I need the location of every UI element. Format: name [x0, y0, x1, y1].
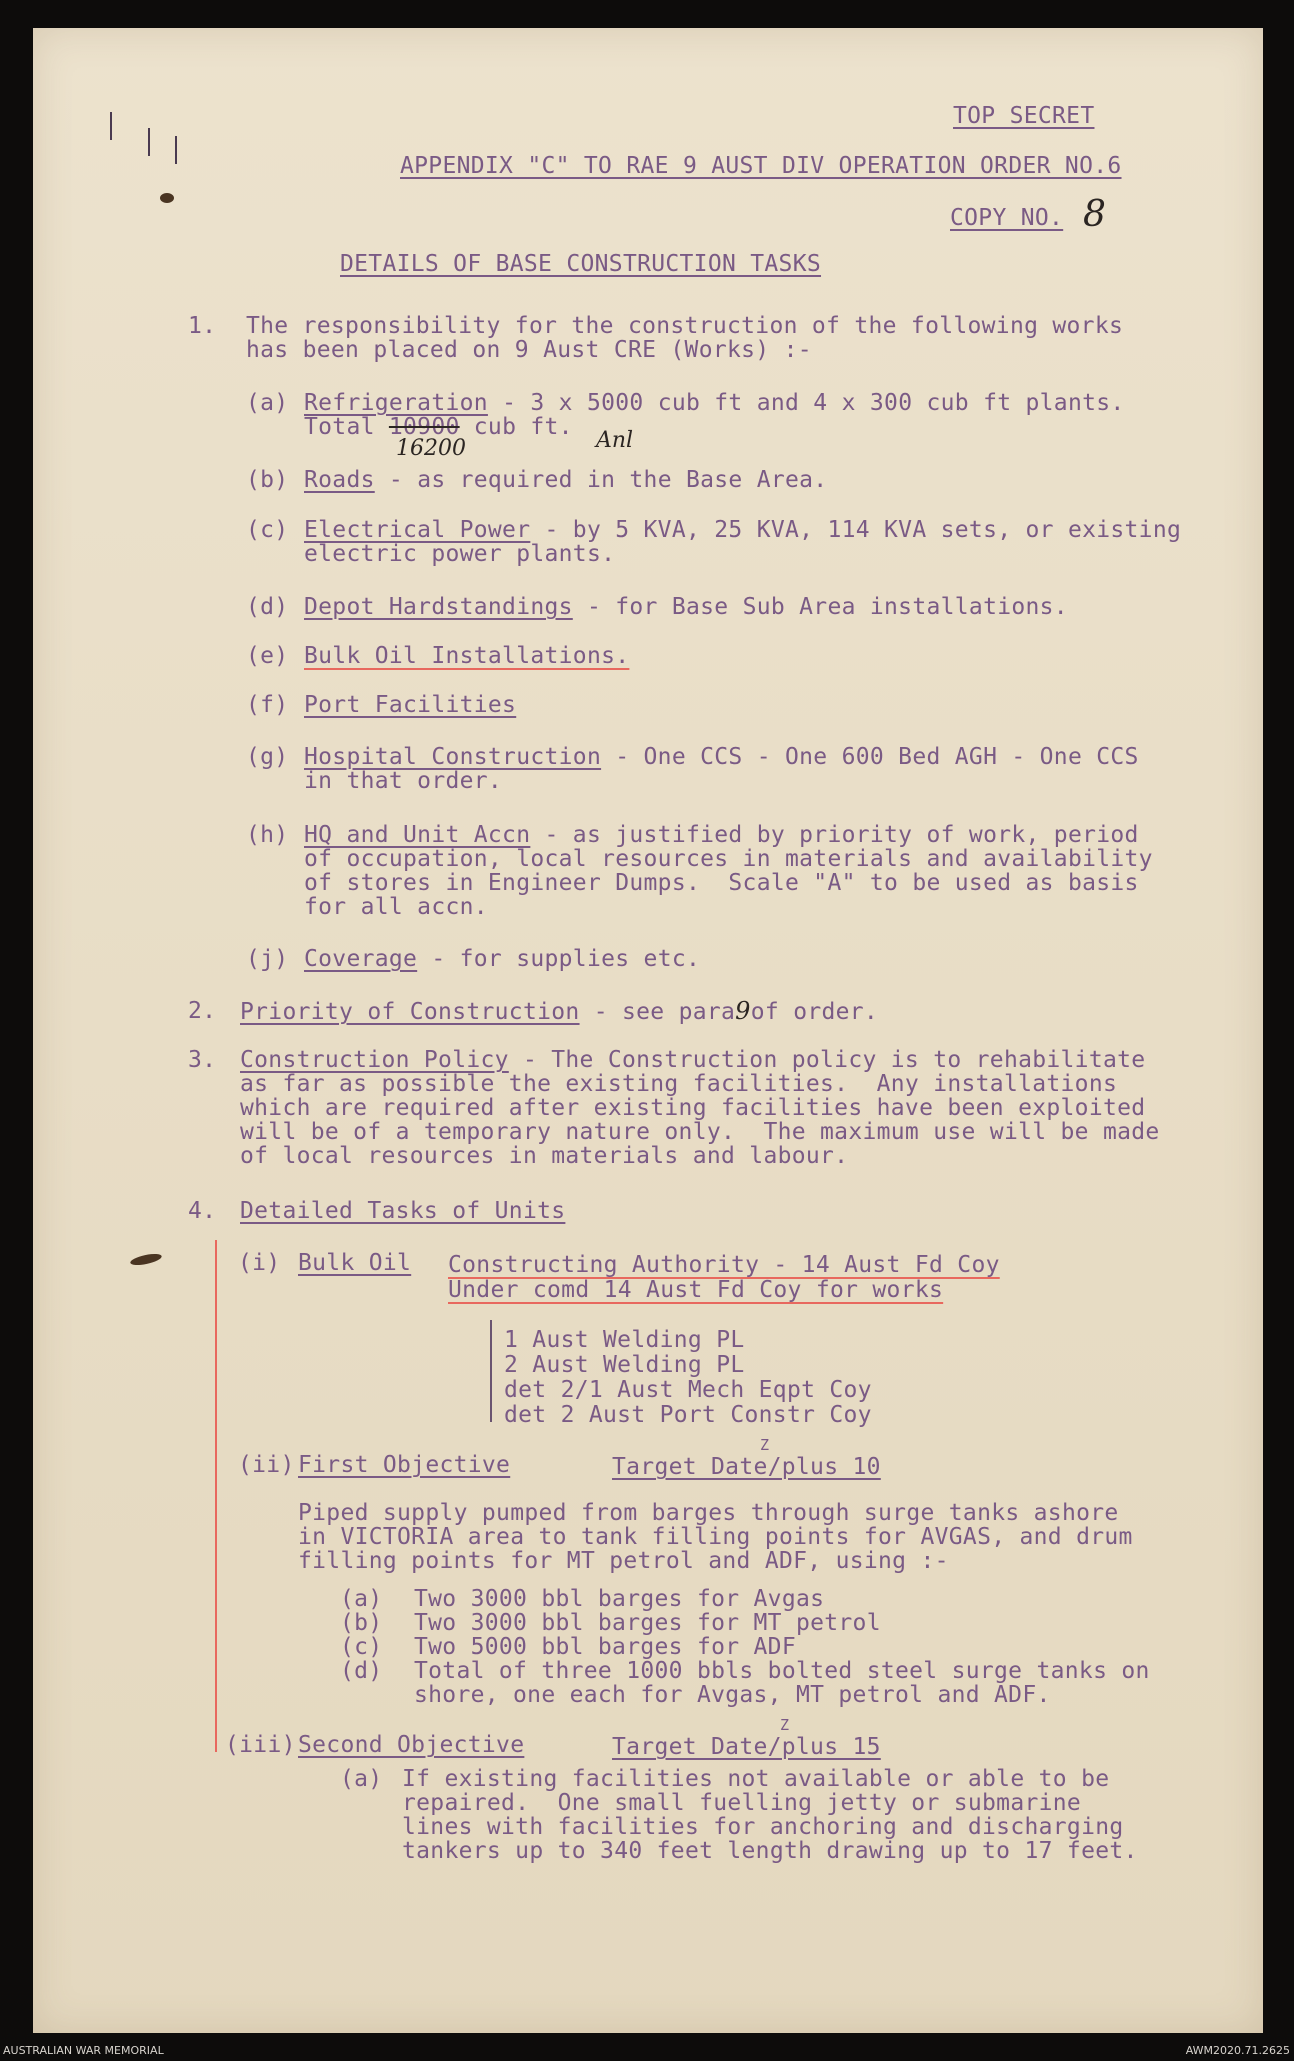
bulk-oil-heading: Bulk Oil Installations.: [304, 643, 630, 669]
sub-label: (h): [246, 822, 289, 848]
electrical-power-heading: Electrical Power: [304, 517, 531, 543]
item-label: (c): [340, 1634, 383, 1660]
ink-blot-icon: [160, 193, 174, 203]
hospital-construction-heading: Hospital Construction: [304, 744, 602, 770]
item-label: (d): [340, 1658, 383, 1684]
copy-label: COPY NO.: [950, 205, 1064, 231]
item-text: Total of three 1000 bbls bolted steel surge tanks on: [414, 1658, 1150, 1684]
second-objective-text: If existing facilities not available or able to be: [402, 1766, 1110, 1792]
para1-intro: has been placed on 9 Aust CRE (Works) :-: [246, 337, 812, 363]
unit-list-bracket: [490, 1320, 492, 1422]
construction-policy-heading: Construction Policy: [240, 1047, 509, 1073]
bulk-oil-task-heading: Bulk Oil: [298, 1250, 412, 1276]
hospital-construction-text: - One CCS - One 600 Bed AGH - One CCS: [601, 744, 1139, 770]
item-label: (a): [340, 1766, 383, 1792]
sub-label: (f): [246, 692, 289, 718]
hq-accn-text: - as justified by priority of work, period: [530, 822, 1139, 848]
refrigeration-text: - 3 x 5000 cub ft and 4 x 300 cub ft plants.: [487, 390, 1125, 416]
z-marker: Z: [760, 1436, 770, 1454]
second-objective-text: tankers up to 340 feet length drawing up to 17 feet.: [402, 1838, 1138, 1864]
sub-label: (ii): [238, 1452, 295, 1478]
priority-heading: Priority of Construction: [240, 999, 580, 1025]
item-text: Two 5000 bbl barges for ADF: [414, 1634, 796, 1660]
hq-accn-text: for all accn.: [304, 894, 488, 920]
footer-accession: AWM2020.71.2625: [1185, 2044, 1290, 2057]
sub-label: (i): [238, 1250, 281, 1276]
priority-text: - see para: [579, 999, 736, 1025]
para-number: 3.: [188, 1047, 217, 1073]
first-objective-text: Piped supply pumped from barges through surge tanks ashore: [298, 1500, 1119, 1526]
para1-intro: The responsibility for the construction of the following works: [246, 313, 1124, 339]
sub-label: (e): [246, 643, 289, 669]
hospital-construction-text: in that order.: [304, 768, 503, 794]
roads-text: - as required in the Base Area.: [374, 467, 828, 493]
item-text: Two 3000 bbl barges for MT petrol: [414, 1610, 881, 1636]
first-objective-text: in VICTORIA area to tank filling points for AVGAS, and drum: [298, 1524, 1133, 1550]
coverage-heading: Coverage: [304, 946, 418, 972]
construction-policy-text: will be of a temporary nature only. The maximum use will be made: [240, 1119, 1160, 1145]
handwritten-correction: 16200: [396, 436, 466, 461]
electrical-power-text: - by 5 KVA, 25 KVA, 114 KVA sets, or existing: [530, 517, 1182, 543]
margin-line: [215, 1240, 217, 1752]
para-number: 1.: [188, 313, 217, 339]
para-number: 2.: [188, 998, 217, 1024]
copy-number: 8: [1083, 194, 1106, 235]
sub-label: (iii): [225, 1732, 296, 1758]
depot-hardstandings-text: - for Base Sub Area installations.: [572, 594, 1068, 620]
electrical-power-text: electric power plants.: [304, 541, 616, 567]
under-command: Under comd 14 Aust Fd Coy for works: [448, 1277, 944, 1303]
roads-heading: Roads: [304, 467, 375, 493]
first-objective-text: filling points for MT petrol and ADF, using :-: [298, 1548, 949, 1574]
unit-list-item: 1 Aust Welding PL: [504, 1327, 745, 1353]
unit-list-item: 2 Aust Welding PL: [504, 1352, 745, 1378]
sub-label: (b): [246, 467, 289, 493]
first-objective-heading: First Objective: [298, 1452, 511, 1478]
detailed-tasks-heading: Detailed Tasks of Units: [240, 1198, 566, 1224]
constructing-authority: Constructing Authority - 14 Aust Fd Coy: [448, 1252, 1000, 1278]
first-objective-target: Target Date/plus 10: [612, 1454, 881, 1480]
binding-mark: [148, 128, 157, 156]
refrigeration-unit: cub ft.: [459, 414, 573, 440]
struck-total: 10900: [388, 414, 460, 440]
hq-accn-heading: HQ and Unit Accn: [304, 822, 531, 848]
item-label: (b): [340, 1610, 383, 1636]
z-marker: Z: [780, 1716, 790, 1734]
construction-policy-text: - The Construction policy is to rehabilitate: [508, 1047, 1146, 1073]
port-facilities-heading: Port Facilities: [304, 692, 517, 718]
binding-mark: [175, 136, 184, 164]
binding-mark: [110, 112, 119, 140]
depot-hardstandings-heading: Depot Hardstandings: [304, 594, 573, 620]
sub-label: (a): [246, 390, 289, 416]
unit-list-item: det 2 Aust Port Constr Coy: [504, 1402, 872, 1428]
refrigeration-heading: Refrigeration: [304, 390, 488, 416]
hq-accn-text: of occupation, local resources in materials and availability: [304, 846, 1153, 872]
item-text: shore, one each for Avgas, MT petrol and ADF.: [414, 1682, 1051, 1708]
unit-list-item: det 2/1 Aust Mech Eqpt Coy: [504, 1377, 872, 1403]
item-label: (a): [340, 1586, 383, 1612]
classification-marking: TOP SECRET: [953, 103, 1095, 129]
construction-policy-text: as far as possible the existing facilities. Any installations: [240, 1071, 1118, 1097]
appendix-heading: APPENDIX "C" TO RAE 9 AUST DIV OPERATION ORDER NO.6: [400, 153, 1122, 179]
para-number: 4.: [188, 1198, 217, 1224]
second-objective-heading: Second Objective: [298, 1732, 525, 1758]
priority-text: of order.: [750, 999, 879, 1025]
sub-label: (j): [246, 946, 289, 972]
construction-policy-text: of local resources in materials and labour.: [240, 1143, 849, 1169]
sub-label: (c): [246, 517, 289, 543]
hq-accn-text: of stores in Engineer Dumps. Scale "A" to be used as basis: [304, 870, 1139, 896]
construction-policy-text: which are required after existing facilities have been exploited: [240, 1095, 1146, 1121]
coverage-text: - for supplies etc.: [417, 946, 701, 972]
document-title: DETAILS OF BASE CONSTRUCTION TASKS: [340, 251, 822, 277]
refrigeration-total-label: Total: [304, 414, 389, 440]
footer-source: AUSTRALIAN WAR MEMORIAL: [3, 2044, 164, 2057]
handwritten-para-number: 9: [735, 997, 751, 1025]
second-objective-text: lines with facilities for anchoring and discharging: [402, 1814, 1124, 1840]
sub-label: (g): [246, 744, 289, 770]
sub-label: (d): [246, 594, 289, 620]
handwritten-initials: Anl: [596, 428, 634, 453]
second-objective-target: Target Date/plus 15: [612, 1734, 881, 1760]
item-text: Two 3000 bbl barges for Avgas: [414, 1586, 825, 1612]
second-objective-text: repaired. One small fuelling jetty or submarine: [402, 1790, 1082, 1816]
